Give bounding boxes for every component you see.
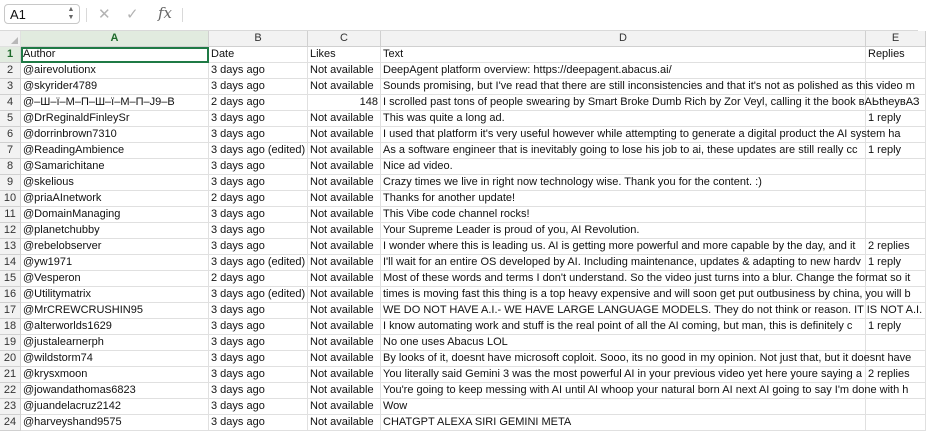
cell-e17[interactable]: [866, 303, 926, 319]
cell-d7[interactable]: As a software engineer that is inevitably going to lose his job to ai, these updates are still really cc: [381, 143, 866, 159]
cell-d14[interactable]: I'll wait for an entire OS developed by AI. Including maintenance, updates & adapting to new hardv: [381, 255, 866, 271]
formula-bar: [0, 0, 918, 31]
cell-e1[interactable]: Replies: [866, 47, 926, 63]
cell-d15[interactable]: Most of these words and terms I don't understand. So the video just turns into a blur. Change the format so it: [381, 271, 866, 287]
name-box-stepper-icon[interactable]: ▲ ▼: [67, 6, 75, 21]
cell-b2[interactable]: 3 days ago: [209, 63, 308, 79]
cell-e8[interactable]: [866, 159, 926, 175]
cell-d13[interactable]: I wonder where this is leading us. AI is getting more powerful and more capable by the day, and it: [381, 239, 866, 255]
cell-c17[interactable]: Not available: [308, 303, 381, 319]
cell-b18[interactable]: 3 days ago: [209, 319, 308, 335]
cell-d1[interactable]: Text: [381, 47, 866, 63]
cell-a3[interactable]: @skyrider4789: [21, 79, 209, 95]
cell-d4[interactable]: I scrolled past tons of people swearing by Smart Broke Dumb Rich by Zor Veyl, calling it the book вАЬtheyвАЗ: [381, 95, 866, 111]
cell-e4[interactable]: [866, 95, 926, 111]
row-header[interactable]: 17: [0, 303, 21, 319]
cell-c22[interactable]: Not available: [308, 383, 381, 399]
row-header[interactable]: 24: [0, 415, 21, 431]
cell-e9[interactable]: [866, 175, 926, 191]
cell-e11[interactable]: [866, 207, 926, 223]
select-all-corner[interactable]: [0, 31, 21, 47]
cell-c14[interactable]: Not available: [308, 255, 381, 271]
cell-c9[interactable]: Not available: [308, 175, 381, 191]
table-row: [0, 79, 918, 95]
row-header[interactable]: 14: [0, 255, 21, 271]
cell-d18[interactable]: I know automating work and stuff is the real point of all the AI coming, but man, this is definitely c: [381, 319, 866, 335]
cell-e19[interactable]: [866, 335, 926, 351]
table-row: [0, 143, 918, 159]
cell-c4[interactable]: 148: [308, 95, 381, 111]
cell-b14[interactable]: 3 days ago (edited): [209, 255, 308, 271]
cell-a18[interactable]: @alterworlds1629: [21, 319, 209, 335]
cell-d11[interactable]: This Vibe code channel rocks!: [381, 207, 866, 223]
cell-e23[interactable]: [866, 399, 926, 415]
row-header[interactable]: 13: [0, 239, 21, 255]
cell-c5[interactable]: Not available: [308, 111, 381, 127]
row-header[interactable]: 3: [0, 79, 21, 95]
row-header[interactable]: 23: [0, 399, 21, 415]
insert-function-icon[interactable]: fx: [158, 4, 173, 22]
name-box[interactable]: [4, 4, 80, 24]
cell-a7[interactable]: @ReadingAmbience: [21, 143, 209, 159]
cell-a22[interactable]: @jowandathomas6823: [21, 383, 209, 399]
cell-e7[interactable]: 1 reply: [866, 143, 926, 159]
cell-a5[interactable]: @DrReginaldFinleySr: [21, 111, 209, 127]
table-row: [0, 415, 918, 431]
cell-d16[interactable]: times is moving fast this thing is a top heavy expensive and will soon get put outbusiness by china, you will b: [381, 287, 866, 303]
cell-a2[interactable]: @airevolutionx: [21, 63, 209, 79]
table-row: [0, 175, 918, 191]
cell-c2[interactable]: Not available: [308, 63, 381, 79]
table-row: [0, 383, 918, 399]
row-header[interactable]: 16: [0, 287, 21, 303]
table-row: [0, 287, 918, 303]
column-header-e[interactable]: E: [866, 31, 926, 47]
table-row: [0, 239, 918, 255]
cell-e6[interactable]: [866, 127, 926, 143]
table-row: [0, 95, 918, 111]
cell-b12[interactable]: 3 days ago: [209, 223, 308, 239]
row-header[interactable]: 7: [0, 143, 21, 159]
cell-b17[interactable]: 3 days ago: [209, 303, 308, 319]
cell-a16[interactable]: @Utilitymatrix: [21, 287, 209, 303]
cell-d19[interactable]: No one uses Abacus LOL: [381, 335, 866, 351]
row-header[interactable]: 4: [0, 95, 21, 111]
column-header-row: [0, 31, 918, 47]
cell-b20[interactable]: 3 days ago: [209, 351, 308, 367]
cell-c19[interactable]: Not available: [308, 335, 381, 351]
cell-c7[interactable]: Not available: [308, 143, 381, 159]
cell-a1[interactable]: Author: [21, 47, 209, 63]
cell-d9[interactable]: Crazy times we live in right now technology wise. Thank you for the content. :): [381, 175, 866, 191]
cell-c24[interactable]: Not available: [308, 415, 381, 431]
table-row: [0, 223, 918, 239]
table-row: [0, 351, 918, 367]
row-header[interactable]: 5: [0, 111, 21, 127]
cell-e12[interactable]: [866, 223, 926, 239]
cell-e20[interactable]: [866, 351, 926, 367]
cancel-icon[interactable]: ✕: [98, 6, 111, 23]
cell-e10[interactable]: [866, 191, 926, 207]
cell-b23[interactable]: 3 days ago: [209, 399, 308, 415]
row-header[interactable]: 2: [0, 63, 21, 79]
cell-c21[interactable]: Not available: [308, 367, 381, 383]
cell-a13[interactable]: @rebelobserver: [21, 239, 209, 255]
cell-b1[interactable]: Date: [209, 47, 308, 63]
row-header[interactable]: 11: [0, 207, 21, 223]
cell-c11[interactable]: Not available: [308, 207, 381, 223]
cell-c6[interactable]: Not available: [308, 127, 381, 143]
cell-a20[interactable]: @wildstorm74: [21, 351, 209, 367]
cell-a10[interactable]: @priaAInetwork: [21, 191, 209, 207]
cell-b4[interactable]: 2 days ago: [209, 95, 308, 111]
formula-input[interactable]: [190, 6, 910, 24]
cell-d23[interactable]: Wow: [381, 399, 866, 415]
cell-b6[interactable]: 3 days ago: [209, 127, 308, 143]
cell-a19[interactable]: @justalearnerph: [21, 335, 209, 351]
cell-e13[interactable]: 2 replies: [866, 239, 926, 255]
cell-e15[interactable]: [866, 271, 926, 287]
cell-b15[interactable]: 2 days ago: [209, 271, 308, 287]
row-header[interactable]: 9: [0, 175, 21, 191]
table-row: [0, 63, 918, 79]
formula-bar-divider: [182, 8, 183, 22]
column-header-b[interactable]: B: [209, 31, 308, 47]
row-header[interactable]: 12: [0, 223, 21, 239]
column-header-d[interactable]: D: [381, 31, 866, 47]
row-header[interactable]: 20: [0, 351, 21, 367]
table-row: [0, 159, 918, 175]
row-header[interactable]: 22: [0, 383, 21, 399]
cell-b8[interactable]: 3 days ago: [209, 159, 308, 175]
select-all-icon: [11, 37, 18, 44]
cell-c8[interactable]: Not available: [308, 159, 381, 175]
cell-c12[interactable]: Not available: [308, 223, 381, 239]
enter-icon[interactable]: ✓: [126, 6, 139, 23]
cell-d6[interactable]: I used that platform it's very useful however while attempting to generate a digital product the AI system ha: [381, 127, 866, 143]
row-header[interactable]: 21: [0, 367, 21, 383]
cell-a23[interactable]: @juandelacruz2142: [21, 399, 209, 415]
cell-a4[interactable]: @–Ш–ї–М–П–Ш–ї–М–П–Ј9–В: [21, 95, 209, 111]
cell-d8[interactable]: Nice ad video.: [381, 159, 866, 175]
cell-b24[interactable]: 3 days ago: [209, 415, 308, 431]
cell-a8[interactable]: @Samarichitane: [21, 159, 209, 175]
cell-c1[interactable]: Likes: [308, 47, 381, 63]
row-header[interactable]: 15: [0, 271, 21, 287]
cell-b5[interactable]: 3 days ago: [209, 111, 308, 127]
cell-e3[interactable]: [866, 79, 926, 95]
cell-d10[interactable]: Thanks for another update!: [381, 191, 866, 207]
cell-e16[interactable]: [866, 287, 926, 303]
cell-d24[interactable]: CHATGPT ALEXA SIRI GEMINI META: [381, 415, 866, 431]
cell-b3[interactable]: 3 days ago: [209, 79, 308, 95]
row-header[interactable]: 19: [0, 335, 21, 351]
table-row: [0, 47, 918, 63]
cell-e21[interactable]: 2 replies: [866, 367, 926, 383]
cell-a21[interactable]: @krysxmoon: [21, 367, 209, 383]
row-header[interactable]: 18: [0, 319, 21, 335]
table-row: [0, 271, 918, 287]
cell-e22[interactable]: [866, 383, 926, 399]
cell-d21[interactable]: You literally said Gemini 3 was the most powerful AI in your previous video yet here youre saying a: [381, 367, 866, 383]
cell-e5[interactable]: 1 reply: [866, 111, 926, 127]
formula-bar-divider: [86, 8, 87, 22]
cell-b19[interactable]: 3 days ago: [209, 335, 308, 351]
cell-c16[interactable]: Not available: [308, 287, 381, 303]
table-row: [0, 207, 918, 223]
name-box-value: A1: [10, 7, 26, 22]
cell-c13[interactable]: Not available: [308, 239, 381, 255]
cell-b9[interactable]: 3 days ago: [209, 175, 308, 191]
table-row: [0, 127, 918, 143]
row-header[interactable]: 10: [0, 191, 21, 207]
cell-d22[interactable]: You're going to keep messing with AI until AI whoop your natural born AI next AI going to say I'm done with h: [381, 383, 866, 399]
row-header[interactable]: 6: [0, 127, 21, 143]
cell-a17[interactable]: @MrCREWCRUSHIN95: [21, 303, 209, 319]
row-header[interactable]: 8: [0, 159, 21, 175]
cell-d2[interactable]: DeepAgent platform overview: https://deepagent.abacus.ai/: [381, 63, 866, 79]
column-header-c[interactable]: C: [308, 31, 381, 47]
cell-c3[interactable]: Not available: [308, 79, 381, 95]
cell-b13[interactable]: 3 days ago: [209, 239, 308, 255]
cell-c23[interactable]: Not available: [308, 399, 381, 415]
cell-d3[interactable]: Sounds promising, but I've read that there are still inconsistencies and that it's not as polished as this video m: [381, 79, 866, 95]
table-row: [0, 303, 923, 319]
cell-c20[interactable]: Not available: [308, 351, 381, 367]
cell-d17[interactable]: WE DO NOT HAVE A.I.- WE HAVE LARGE LANGUAGE MODELS. They do not think or reason. IT IS NOT A.I.: [381, 303, 866, 319]
cell-c10[interactable]: Not available: [308, 191, 381, 207]
cell-a12[interactable]: @planetchubby: [21, 223, 209, 239]
cell-c15[interactable]: Not available: [308, 271, 381, 287]
cell-c18[interactable]: Not available: [308, 319, 381, 335]
table-row: [0, 111, 918, 127]
cell-e18[interactable]: 1 reply: [866, 319, 926, 335]
row-header[interactable]: 1: [0, 47, 21, 63]
table-row: [0, 367, 918, 383]
cell-b22[interactable]: 3 days ago: [209, 383, 308, 399]
cell-d5[interactable]: This was quite a long ad.: [381, 111, 866, 127]
cell-e14[interactable]: 1 reply: [866, 255, 926, 271]
table-row: [0, 319, 918, 335]
cell-b10[interactable]: 2 days ago: [209, 191, 308, 207]
cell-d12[interactable]: Your Supreme Leader is proud of you, AI Revolution.: [381, 223, 866, 239]
cell-a6[interactable]: @dorrinbrown7310: [21, 127, 209, 143]
cell-b21[interactable]: 3 days ago: [209, 367, 308, 383]
cell-a24[interactable]: @harveyshand9575: [21, 415, 209, 431]
cell-a9[interactable]: @skelious: [21, 175, 209, 191]
cell-b11[interactable]: 3 days ago: [209, 207, 308, 223]
cell-a14[interactable]: @yw1971: [21, 255, 209, 271]
cell-b7[interactable]: 3 days ago (edited): [209, 143, 308, 159]
table-row: [0, 335, 918, 351]
cell-b16[interactable]: 3 days ago (edited): [209, 287, 308, 303]
table-row: [0, 399, 918, 415]
cell-e24[interactable]: [866, 415, 926, 431]
table-row: [0, 255, 918, 271]
cell-d20[interactable]: By looks of it, doesnt have microsoft coploit. Sooo, its no good in my opinion. Not just that, but it doesnt have: [381, 351, 866, 367]
table-row: [0, 191, 918, 207]
cell-a11[interactable]: @DomainManaging: [21, 207, 209, 223]
cell-a15[interactable]: @Vesperon: [21, 271, 209, 287]
cell-e2[interactable]: [866, 63, 926, 79]
column-header-a[interactable]: A: [21, 31, 209, 47]
